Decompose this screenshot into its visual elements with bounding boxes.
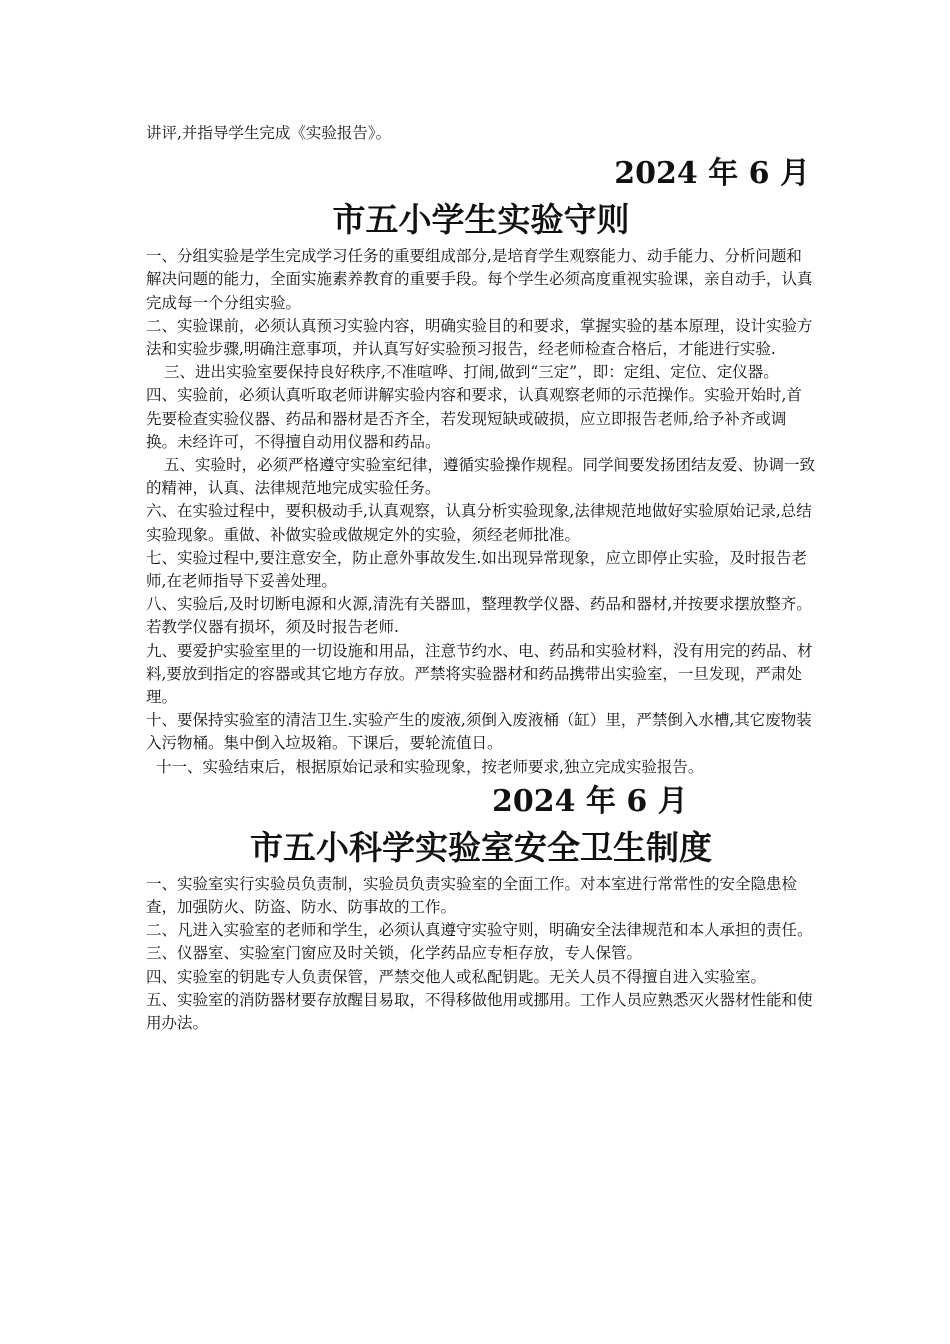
rule-item: 一、实验室实行实验员负责制，实验员负责实验室的全面工作。对本室进行常常性的安全隐患检查，加强防火、防盗、防水、防事故的工作。 [146,874,798,917]
rule-item: 七、实验过程中,要注意安全，防止意外事故发生.如出现异常现象，应立即停止实验，及时报告老师,在老师指导下妥善处理。 [146,548,807,591]
section1-title: 市五小学生实验守则 [332,200,630,240]
rule-item: 二、实验课前，必须认真预习实验内容，明确实验目的和要求，掌握实验的基本原理，设计实验方法和实验步骤,明确注意事项，并认真写好实验预习报告，经老师检查合格后，才能进行实验. [146,316,813,359]
rule-item: 九、要爱护实验室里的一切设施和用品，注意节约水、电、药品和实验材料，没有用完的药品、材料,要放到指定的容器或其它地方存放。严禁将实验器材和药品携带出实验室，一旦发现，严肃处理。 [146,641,813,707]
section2-title: 市五小科学实验室安全卫生制度 [250,827,712,867]
document-page [146,122,816,1035]
rule-item: 三、仪器室、实验室门窗应及时关锁，化学药品应专柜存放，专人保管。 [146,944,643,963]
section1-date: 2024 年 6 月 [614,156,810,192]
rule-item: 四、实验室的钥匙专人负责保管，严禁交他人或私配钥匙。无关人员不得擅自进入实验室。 [146,967,767,986]
rule-item: 十、要保持实验室的清洁卫生.实验产生的废液,须倒入废液桶（缸）里，严禁倒入水槽,其它废物装入污物桶。集中倒入垃圾箱。下课后，要轮流值日。 [146,711,812,753]
section2-date: 2024 年 6 月 [492,783,688,819]
rule-item: 二、凡进入实验室的老师和学生，必须认真遵守实验守则，明确安全法律规范和本人承担的责任。 [146,921,813,940]
rule-item: 十一、实验结束后，根据原始记录和实验现象，按老师要求,独立完成实验报告。 [156,757,704,776]
rule-item: 一、分组实验是学生完成学习任务的重要组成部分,是培育学生观察能力、动手能力、分析问题和解决问题的能力，全面实施素养教育的重要手段。每个学生必须高度重视实验课，亲自动手，认真完成每一个分组实验。 [146,247,813,312]
rule-item: 八、实验后,及时切断电源和火源,清洗有关器皿，整理教学仪器、药品和器材,并按要求摆放整齐。若教学仪器有损坏，须及时报告老师. [146,595,812,637]
rule-item: 三、进出实验室要保持良好秩序,不准喧哗、打闹,做到“三定”，即：定组、定位、定仪器。 [164,363,779,382]
rule-item: 五、实验时，必须严格遵守实验室纪律，遵循实验操作规程。同学间要发扬团结友爱、协调一致的精神，认真、法律规范地完成实验任务。 [146,456,816,498]
intro-line: 讲评,并指导学生完成《实验报告》。 [146,124,392,142]
rule-item: 四、实验前，必须认真听取老师讲解实验内容和要求，认真观察老师的示范操作。实验开始时,首先要检查实验仪器、药品和器材是否齐全，若发现短缺或破损，应立即报告老师,给予补齐或调换。未经许可，不得擅自动用仪器和药品。 [146,386,802,451]
rule-item: 五、实验室的消防器材要存放醒目易取，不得移做他用或挪用。工作人员应熟悉灭火器材性能和使用办法。 [146,990,813,1033]
rule-item: 六、在实验过程中，要积极动手,认真观察，认真分析实验现象,法律规范地做好实验原始记录,总结实验现象。重做、补做实验或做规定外的实验，须经老师批准。 [146,502,812,544]
